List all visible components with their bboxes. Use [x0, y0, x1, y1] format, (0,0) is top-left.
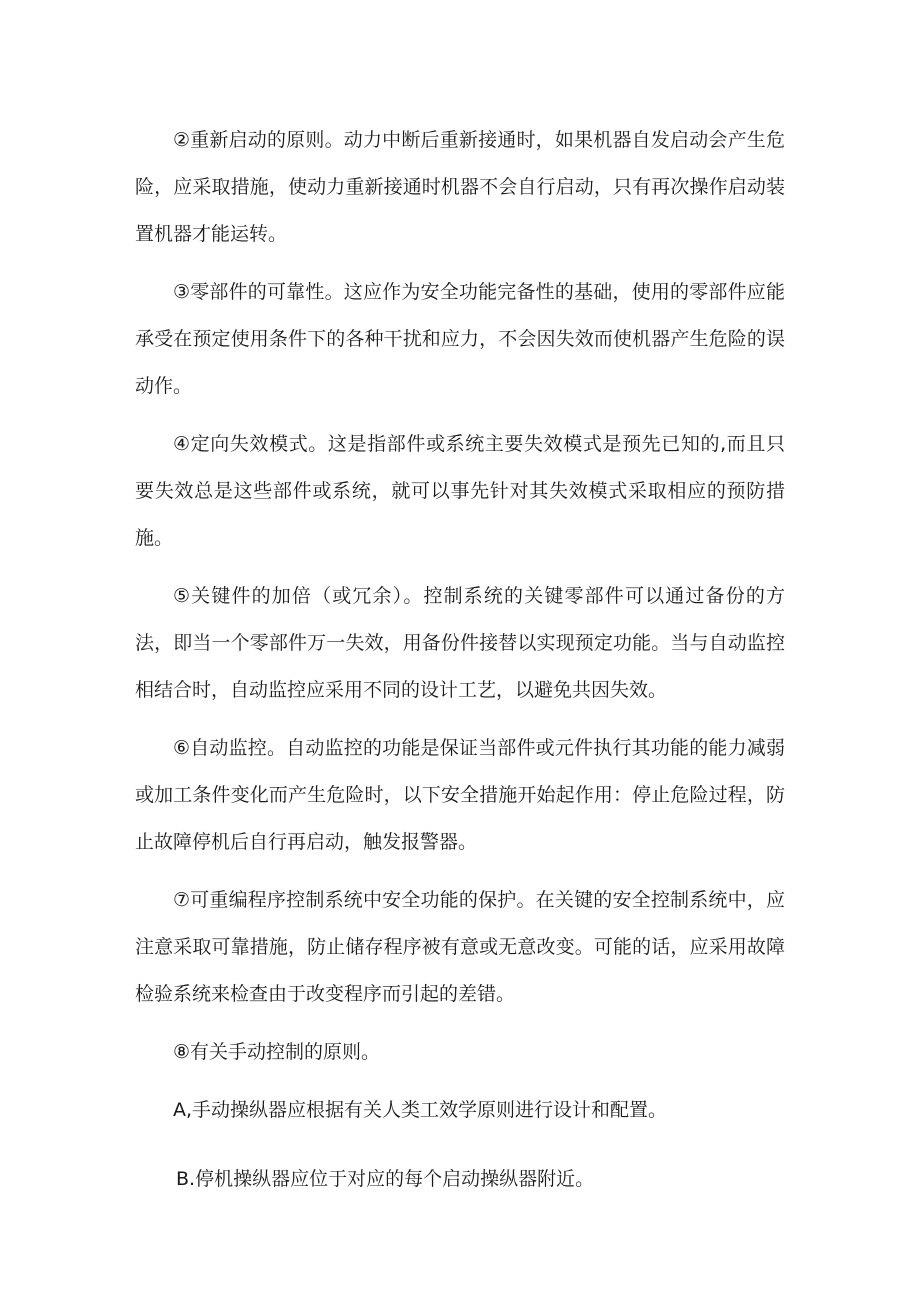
sub-item-b: B.停机操纵器应位于对应的每个启动操纵器附近。: [176, 1168, 595, 1190]
paragraph-programmable-control-protection: ⑦可重编程序控制系统中安全功能的保护。在关键的安全控制系统中，应注意采取可靠措施，防止储存程序被有意或无意改变。可能的话，应采用故障检验系统来检查由于改变程序而引起的差错。: [135, 889, 785, 1005]
sub-item-a: A,手动操纵器应根据有关人类工效学原则进行设计和配置。: [173, 1099, 668, 1121]
document-body: [135, 117, 785, 1203]
paragraph-component-reliability: ③零部件的可靠性。这应作为安全功能完备性的基础，使用的零部件应能承受在预定使用条件下的各种干扰和应力，不会因失效而使机器产生危险的误动作。: [135, 281, 785, 397]
paragraph-directed-failure-mode: ④定向失效模式。这是指部件或系统主要失效模式是预先已知的,而且只要失效总是这些部件或系统，就可以事先针对其失效模式采取相应的预防措施。: [135, 433, 785, 549]
paragraph-key-component-redundancy: ⑤关键件的加倍（或冗余）。控制系统的关键零部件可以通过备份的方法，即当一个零部件万一失效，用备份件接替以实现预定功能。当与自动监控相结合时，自动监控应采用不同的设计工艺，以避免共因失效。: [135, 585, 785, 701]
paragraph-manual-control-principle: ⑧有关手动控制的原则。: [173, 1041, 381, 1063]
paragraph-restart-principle: ②重新启动的原则。动力中断后重新接通时，如果机器自发启动会产生危险，应采取措施，使动力重新接通时机器不会自行启动，只有再次操作启动装置机器才能运转。: [135, 129, 785, 245]
paragraph-automatic-monitoring: ⑥自动监控。自动监控的功能是保证当部件或元件执行其功能的能力减弱或加工条件变化而产生危险时，以下安全措施开始起作用：停止危险过程，防止故障停机后自行再启动，触发报警器。: [135, 737, 785, 853]
